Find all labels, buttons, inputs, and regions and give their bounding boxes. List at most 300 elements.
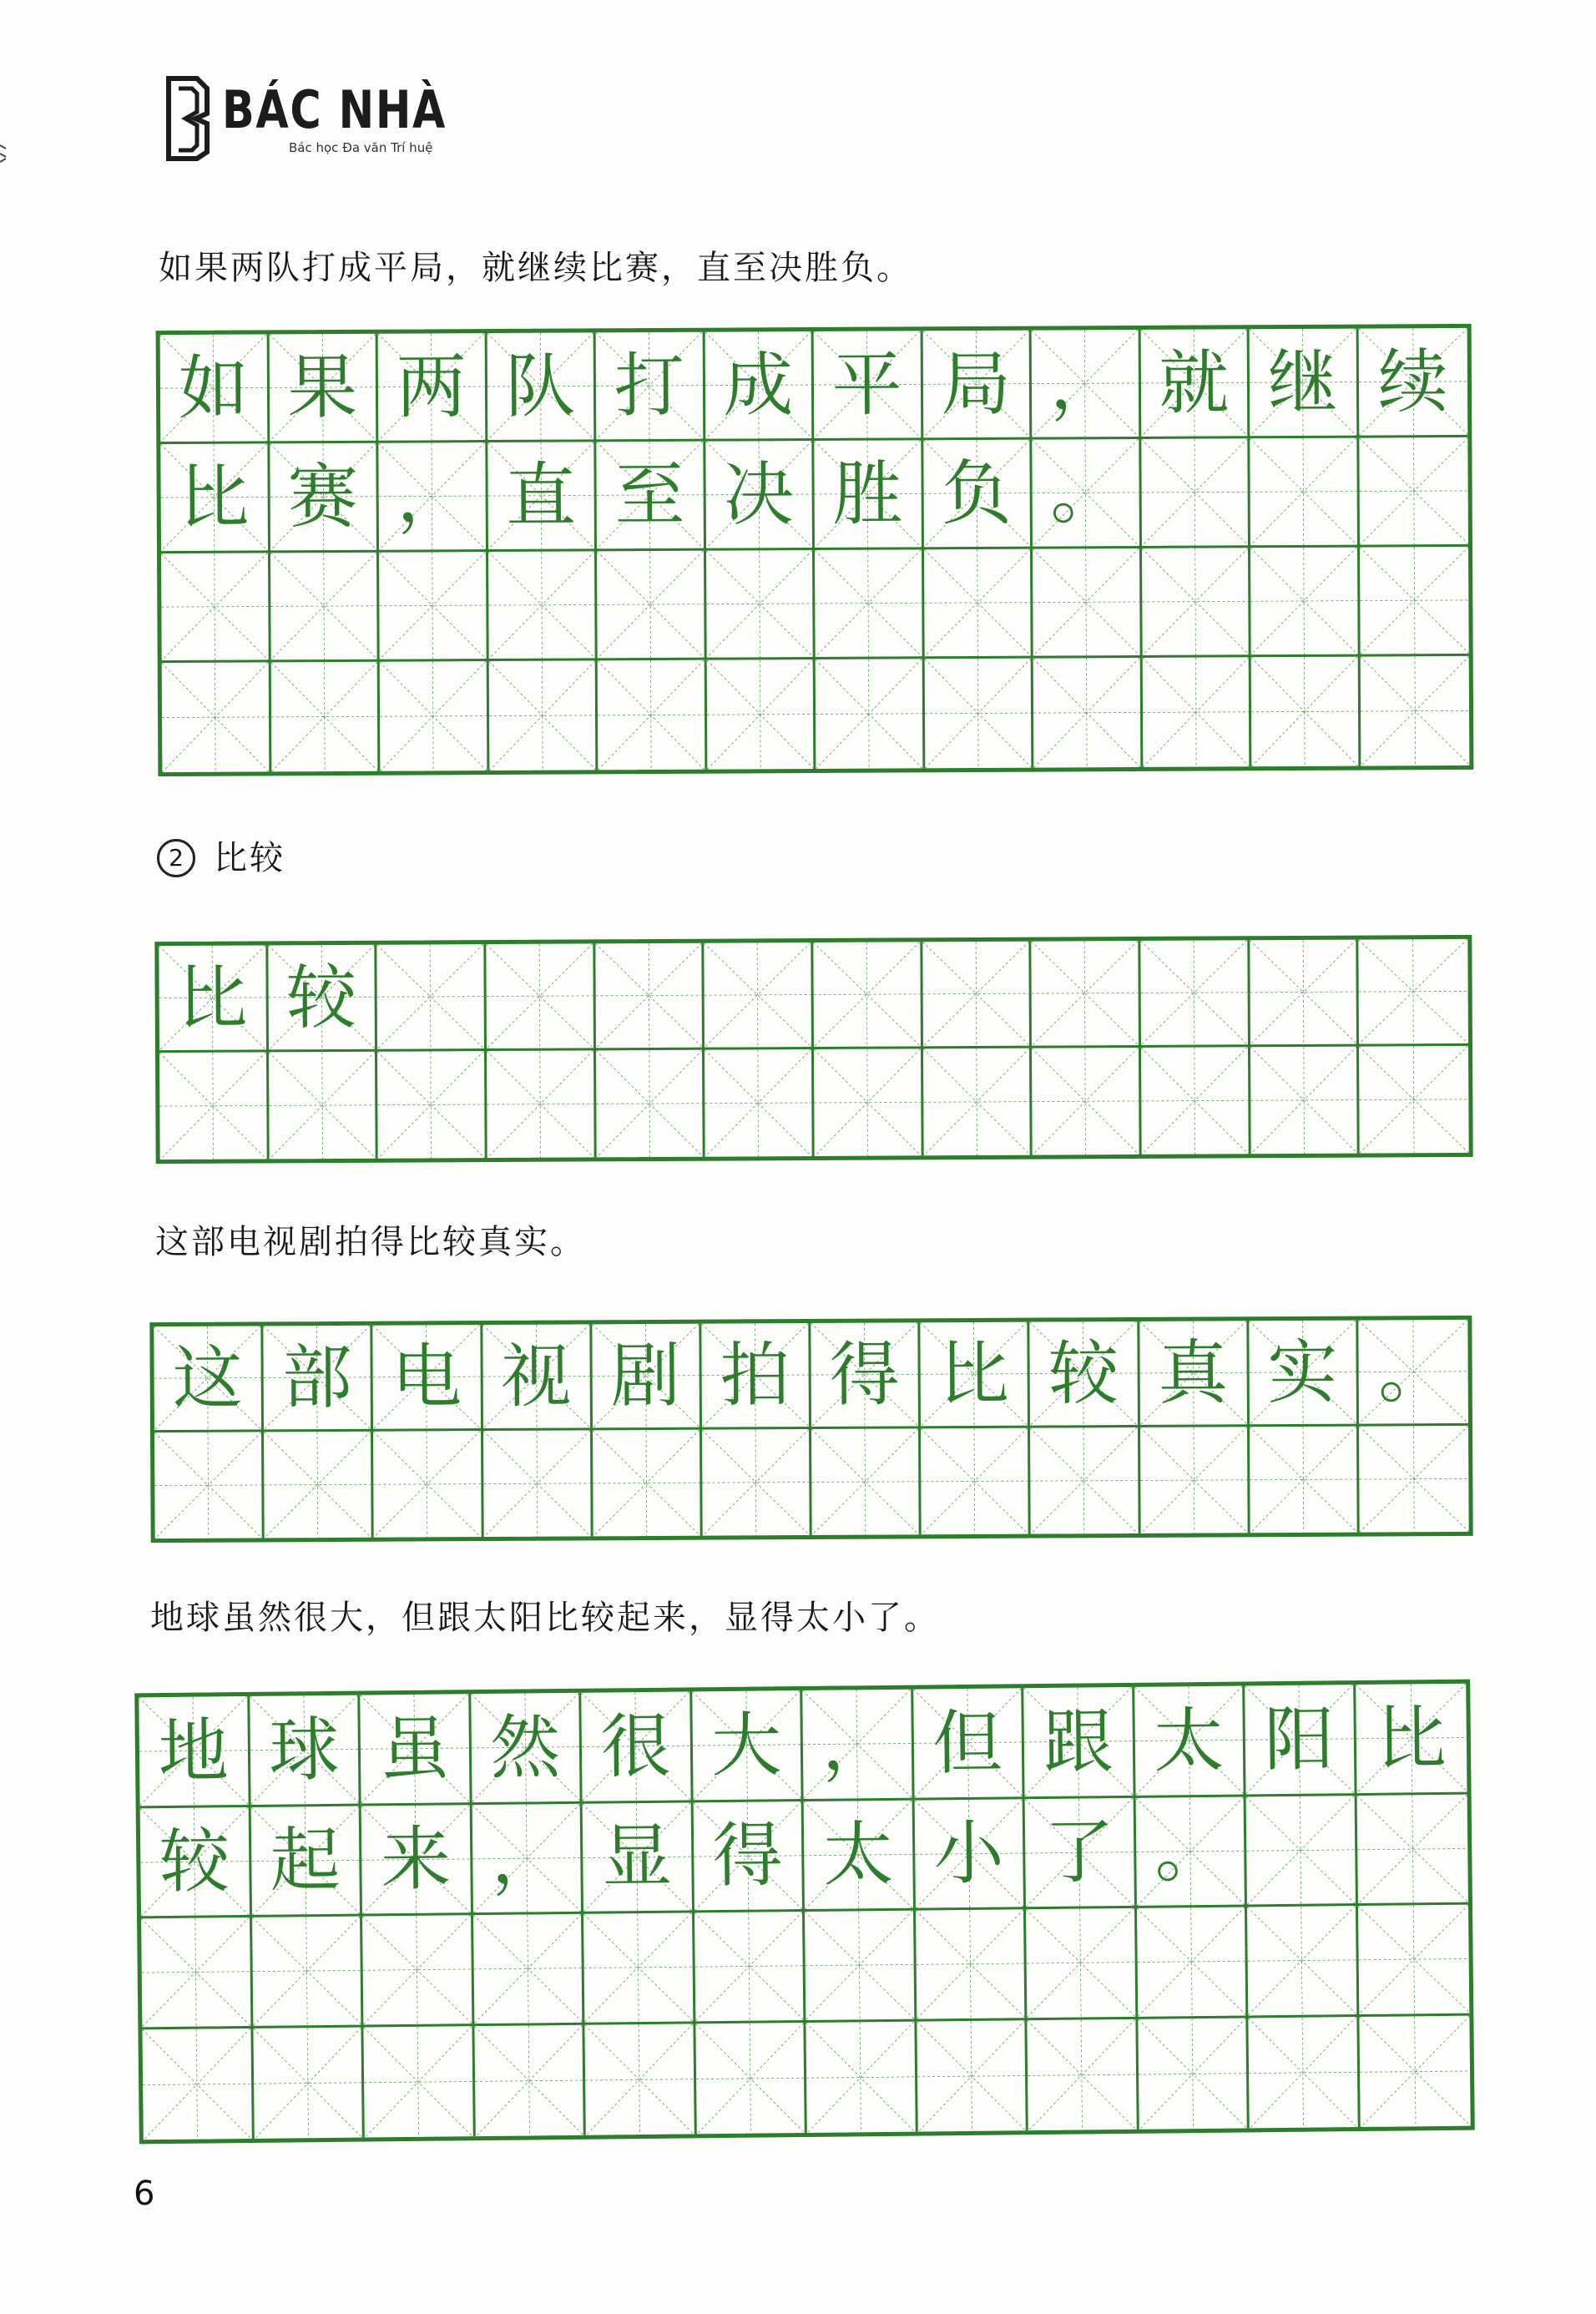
grid-character: ， (491, 1816, 563, 1900)
cell-guide-lines (813, 942, 920, 1047)
brand-tagline: Bác học Đa văn Trí huệ (289, 140, 433, 155)
grid-cell (914, 1799, 1026, 1911)
grid-character: 比 (1376, 1696, 1447, 1780)
grid-character: 直 (505, 454, 577, 537)
grid-cell (1248, 2017, 1360, 2129)
grid-cell (378, 442, 487, 553)
grid-character: 这 (172, 1336, 244, 1420)
grid-cell (1250, 329, 1359, 439)
grid-cell (913, 1688, 1025, 1800)
grid-cell (1033, 548, 1142, 659)
grid-cell (140, 1806, 252, 1918)
grid-cell (806, 2021, 917, 2133)
grid-cell (805, 1911, 917, 2023)
grid-character: 球 (268, 1708, 340, 1791)
brand-logo (164, 75, 496, 167)
grid-cell (814, 331, 923, 441)
cell-guide-lines (1359, 939, 1468, 1044)
grid-character: 起 (270, 1819, 341, 1902)
grid-cell (583, 1802, 694, 1914)
grid-cell (160, 443, 270, 553)
grid-cell (1141, 438, 1250, 548)
grid-cell (1247, 1906, 1359, 2018)
cell-guide-lines (379, 552, 486, 659)
grid-cell (1359, 547, 1468, 657)
heading-number: 2 (157, 839, 195, 877)
sentence-3: 这部电视剧拍得比较真实。 (155, 1223, 586, 1261)
cell-guide-lines (487, 1050, 593, 1158)
grid-cell (373, 1431, 483, 1538)
cell-guide-lines (816, 659, 922, 769)
cell-guide-lines (474, 2024, 583, 2136)
cell-guide-lines (915, 1909, 1024, 2018)
binding-marks (0, 142, 8, 175)
grid-cell (596, 442, 705, 552)
grid-cell (917, 2020, 1028, 2132)
grid-cell (1032, 439, 1141, 549)
cell-guide-lines (705, 1049, 811, 1157)
cell-guide-lines (142, 2028, 251, 2140)
cell-guide-lines (805, 1911, 914, 2020)
grid-cell (162, 662, 271, 772)
grid-cell (1134, 1685, 1246, 1797)
grid-cell (1141, 548, 1250, 658)
grid-cell (705, 331, 814, 442)
cell-guide-lines (1250, 940, 1356, 1045)
cell-guide-lines (1356, 1794, 1468, 1903)
grid-cell (1250, 548, 1360, 658)
grid-cell (483, 1430, 593, 1537)
cell-guide-lines (252, 1917, 361, 2026)
grid-cell (597, 551, 706, 661)
cell-guide-lines (362, 1915, 472, 2024)
grid-character: 较 (285, 956, 357, 1038)
grid-character: ， (821, 1702, 893, 1786)
grid-character: 电 (391, 1336, 462, 1418)
grid-cell (269, 1052, 378, 1160)
grid-character: 两 (396, 346, 467, 428)
grid-cell (1249, 1321, 1359, 1427)
grid-character: 胜 (832, 452, 903, 535)
cell-guide-lines (486, 943, 593, 1048)
cell-guide-lines (380, 661, 487, 771)
grid-character: 但 (932, 1701, 1003, 1785)
grid-cell (705, 942, 814, 1050)
page-number: 6 (134, 2175, 155, 2213)
cell-guide-lines (154, 1432, 262, 1538)
grid-cell (692, 1690, 804, 1802)
grid-cell (811, 1322, 921, 1429)
grid-cell (1027, 2018, 1139, 2130)
grid-cell (362, 1915, 474, 2027)
cell-guide-lines (705, 942, 811, 1048)
cell-guide-lines (363, 2026, 472, 2138)
cell-guide-lines (1359, 1046, 1468, 1154)
cell-guide-lines (1359, 547, 1468, 654)
grid-cell (1140, 940, 1250, 1048)
grid-cell (705, 1049, 814, 1157)
practice-grid-2 (154, 935, 1472, 1164)
cell-guide-lines (1250, 438, 1356, 546)
grid-character: 就 (1158, 341, 1230, 424)
cell-guide-lines (1357, 1905, 1469, 2014)
cell-guide-lines (814, 1048, 921, 1156)
cell-guide-lines (483, 1430, 591, 1537)
cell-guide-lines (917, 2020, 1026, 2132)
grid-cell (159, 1052, 269, 1160)
grid-cell (473, 1914, 585, 2026)
grid-cell (598, 660, 707, 770)
grid-cell (706, 659, 816, 770)
grid-cell (804, 1800, 916, 1912)
grid-cell (380, 661, 489, 771)
cell-guide-lines (694, 1912, 804, 2021)
cell-guide-lines (270, 553, 377, 660)
cell-guide-lines (162, 662, 269, 772)
grid-character: 跟 (1043, 1700, 1114, 1783)
cell-guide-lines (598, 660, 705, 770)
grid-cell (924, 659, 1033, 769)
grid-character: 比 (179, 456, 250, 538)
grid-character: 。 (1050, 452, 1121, 534)
grid-character: 负 (941, 452, 1013, 535)
grid-character: 真 (1157, 1331, 1229, 1414)
grid-cell (141, 1917, 253, 2029)
cell-guide-lines (593, 1430, 700, 1537)
grid-cell (270, 553, 380, 663)
cell-guide-lines (1030, 1427, 1138, 1534)
grid-cell (1357, 1905, 1469, 2017)
grid-cell (921, 1428, 1031, 1535)
grid-cell (814, 440, 923, 550)
grid-cell (584, 2023, 696, 2135)
grid-cell (1025, 1797, 1137, 1909)
grid-cell (487, 1050, 596, 1158)
cell-guide-lines (595, 943, 702, 1048)
grid-cell (373, 1325, 483, 1432)
practice-grid-1 (156, 324, 1474, 776)
grid-cell (486, 943, 595, 1051)
cell-guide-lines (473, 1914, 583, 2023)
grid-cell (139, 1696, 250, 1808)
grid-character: 然 (489, 1705, 561, 1789)
cell-guide-lines (815, 549, 922, 657)
grid-character: 虽 (379, 1707, 451, 1791)
grid-character: 比 (938, 1332, 1010, 1416)
cell-guide-lines (264, 1432, 371, 1538)
grid-cell (264, 1326, 374, 1432)
cell-guide-lines (1138, 2018, 1247, 2130)
cell-guide-lines (921, 1428, 1028, 1535)
grid-cell (1023, 1687, 1135, 1799)
grid-cell (250, 1806, 362, 1917)
grid-cell (705, 441, 815, 551)
grid-cell (923, 1048, 1033, 1156)
grid-cell (160, 334, 270, 444)
cell-guide-lines (159, 1052, 266, 1160)
cell-guide-lines (1359, 437, 1468, 545)
grid-cell (802, 1690, 914, 1801)
cell-guide-lines (488, 551, 595, 659)
grid-cell (1356, 1684, 1467, 1796)
grid-character: 视 (500, 1335, 572, 1417)
grid-character: 了 (1043, 1811, 1115, 1894)
grid-cell (1250, 438, 1359, 548)
grid-cell (1251, 657, 1361, 767)
grid-cell (270, 443, 379, 553)
grid-cell (142, 2028, 254, 2140)
cell-guide-lines (141, 1917, 250, 2027)
cell-guide-lines (1026, 1908, 1135, 2018)
grid-cell (1033, 658, 1143, 768)
grid-cell (701, 1323, 811, 1430)
grid-cell (378, 333, 487, 443)
grid-cell (1359, 1426, 1469, 1533)
grid-cell (815, 549, 924, 659)
cell-guide-lines (1027, 2018, 1136, 2130)
grid-character: 至 (614, 453, 685, 537)
cell-guide-lines (1250, 1047, 1357, 1154)
grid-cell (1360, 656, 1469, 766)
cell-guide-lines (1251, 657, 1358, 767)
grid-character: 如 (178, 346, 249, 429)
grid-cell (154, 1432, 265, 1538)
grid-cell (472, 1803, 583, 1915)
grid-character: 队 (504, 345, 576, 427)
cell-guide-lines (702, 1429, 810, 1536)
grid-cell (693, 1801, 805, 1913)
grid-cell (1359, 1046, 1468, 1154)
cell-guide-lines (1141, 438, 1248, 546)
cell-guide-lines (1248, 2017, 1357, 2129)
grid-character: 大 (710, 1704, 782, 1786)
grid-cell (161, 553, 270, 663)
grid-cell (159, 945, 268, 1053)
grid-cell (270, 662, 380, 772)
grid-cell (1359, 2015, 1471, 2127)
grid-cell (253, 2027, 365, 2139)
grid-character: 地 (158, 1709, 230, 1792)
grid-cell (482, 1324, 593, 1431)
grid-cell (471, 1693, 583, 1805)
grid-cell (813, 942, 922, 1049)
grid-cell (1140, 329, 1250, 439)
cell-guide-lines (373, 1431, 481, 1538)
grid-cell (596, 332, 705, 442)
grid-cell (1250, 1047, 1360, 1154)
grid-cell (269, 334, 378, 444)
grid-cell (706, 550, 816, 660)
cell-guide-lines (1360, 656, 1469, 766)
cell-guide-lines (1033, 658, 1140, 768)
grid-cell (923, 549, 1033, 659)
grid-cell (1032, 330, 1141, 440)
grid-cell (1141, 1047, 1250, 1154)
grid-cell (1250, 1427, 1360, 1533)
grid-character: 局 (940, 342, 1012, 426)
grid-character: 太 (822, 1813, 894, 1897)
grid-cell (361, 1805, 473, 1917)
grid-cell (1250, 940, 1359, 1048)
cell-guide-lines (811, 1428, 919, 1535)
grid-cell (379, 552, 488, 662)
grid-cell (702, 1429, 812, 1536)
grid-cell (816, 659, 925, 769)
grid-cell (252, 1917, 364, 2029)
cell-guide-lines (1250, 548, 1357, 655)
cell-guide-lines (1032, 1048, 1139, 1155)
grid-character: 较 (1048, 1332, 1119, 1415)
cell-guide-lines (597, 551, 704, 659)
grid-character: ， (396, 455, 467, 538)
grid-character: 太 (1153, 1699, 1225, 1782)
grid-character: 果 (286, 346, 358, 429)
brand-mark-icon (164, 75, 212, 162)
grid-cell (488, 551, 598, 661)
grid-character: 来 (380, 1817, 452, 1901)
grid-cell (694, 1912, 806, 2023)
grid-character: 显 (601, 1815, 673, 1898)
grid-character: 打 (614, 344, 684, 427)
grid-cell (377, 944, 487, 1052)
cell-guide-lines (1247, 1906, 1356, 2015)
grid-cell (593, 1430, 703, 1537)
grid-cell (1030, 1427, 1140, 1534)
cell-guide-lines (923, 549, 1030, 657)
grid-cell (1359, 437, 1468, 548)
grid-cell (487, 332, 596, 442)
grid-character: 实 (1267, 1331, 1338, 1414)
grid-cell (920, 1322, 1030, 1429)
grid-cell (923, 440, 1033, 550)
cell-guide-lines (377, 944, 484, 1049)
grid-character: 得 (829, 1333, 900, 1416)
grid-cell (363, 2026, 475, 2138)
cell-guide-lines (583, 1912, 693, 2022)
grid-cell (268, 945, 377, 1053)
cell-guide-lines (1033, 548, 1139, 656)
cell-guide-lines (377, 1051, 484, 1159)
grid-cell (1135, 1796, 1247, 1908)
grid-character: 成 (722, 344, 794, 427)
grid-cell (583, 1912, 695, 2024)
grid-cell (1246, 1796, 1358, 1907)
grid-cell (1032, 1048, 1141, 1155)
practice-grid-3 (149, 1316, 1472, 1543)
grid-character: 剧 (610, 1334, 681, 1417)
cell-guide-lines (923, 1048, 1030, 1156)
grid-cell (596, 1050, 705, 1158)
grid-character: 。 (1154, 1809, 1226, 1892)
heading-word: 比较 (214, 839, 285, 877)
cell-guide-lines (1246, 1796, 1356, 1905)
cell-guide-lines (161, 553, 268, 660)
grid-character: 较 (159, 1820, 230, 1903)
grid-cell (811, 1428, 922, 1535)
cell-guide-lines (1142, 657, 1249, 767)
grid-character: 续 (1377, 341, 1448, 423)
cell-guide-lines (584, 2023, 694, 2135)
grid-cell (377, 1051, 487, 1159)
cell-guide-lines (706, 659, 813, 770)
grid-cell (250, 1695, 361, 1807)
practice-grid-4 (134, 1680, 1475, 2145)
grid-cell (264, 1432, 374, 1538)
cell-guide-lines (1136, 1907, 1245, 2016)
grid-character: 阳 (1264, 1698, 1336, 1781)
grid-cell (1358, 328, 1467, 438)
sentence-1: 如果两队打成平局，就继续比赛，直至决胜负。 (159, 249, 912, 287)
cell-guide-lines (1359, 2015, 1471, 2127)
grid-cell (595, 943, 705, 1051)
grid-character: 决 (723, 453, 795, 536)
grid-character: 部 (281, 1336, 353, 1419)
grid-character: 比 (177, 957, 248, 1039)
cell-guide-lines (1141, 548, 1248, 655)
grid-cell (1359, 939, 1468, 1047)
grid-cell (1136, 1907, 1248, 2018)
grid-cell (915, 1909, 1027, 2021)
grid-cell (592, 1324, 702, 1431)
brand-name: BÁC NHÀ (222, 79, 447, 140)
grid-cell (1139, 1321, 1250, 1427)
grid-cell (487, 442, 597, 552)
grid-cell (154, 1326, 264, 1432)
grid-cell (474, 2024, 586, 2136)
cell-guide-lines (1139, 1427, 1247, 1533)
cell-guide-lines (488, 660, 595, 770)
grid-cell (1358, 1320, 1468, 1427)
grid-character: 很 (600, 1705, 672, 1788)
cell-guide-lines (1250, 1427, 1357, 1533)
cell-guide-lines (1032, 941, 1139, 1046)
grid-cell (922, 942, 1032, 1049)
grid-cell (922, 331, 1032, 441)
grid-cell (1032, 941, 1141, 1048)
grid-character: 得 (712, 1814, 784, 1897)
cell-guide-lines (1141, 1047, 1248, 1154)
grid-cell (488, 660, 598, 770)
cell-guide-lines (1140, 940, 1247, 1045)
cell-guide-lines (269, 1052, 376, 1160)
grid-cell (1026, 1908, 1138, 2020)
grid-character: 继 (1267, 341, 1338, 424)
section-heading-2 (157, 837, 285, 879)
grid-cell (1356, 1794, 1468, 1906)
grid-cell (360, 1694, 472, 1806)
grid-character: 拍 (720, 1334, 790, 1417)
sentence-4: 地球虽然很大，但跟太阳比较起来，显得太小了。 (150, 1599, 940, 1637)
grid-cell (814, 1048, 923, 1156)
grid-character: 。 (1377, 1331, 1449, 1413)
grid-cell (581, 1691, 693, 1803)
cell-guide-lines (253, 2027, 362, 2139)
cell-guide-lines (922, 942, 1029, 1047)
grid-cell (1142, 657, 1251, 767)
grid-cell (1030, 1321, 1140, 1428)
grid-character: 平 (831, 343, 902, 426)
grid-cell (1139, 1427, 1250, 1533)
grid-character: 赛 (287, 455, 359, 538)
grid-cell (1138, 2018, 1250, 2130)
grid-character: ， (1049, 342, 1120, 425)
cell-guide-lines (596, 1050, 703, 1158)
cell-guide-lines (1359, 1426, 1469, 1533)
cell-guide-lines (924, 659, 1031, 769)
cell-guide-lines (270, 662, 377, 772)
grid-character: 小 (933, 1811, 1005, 1895)
grid-cell (695, 2022, 807, 2134)
